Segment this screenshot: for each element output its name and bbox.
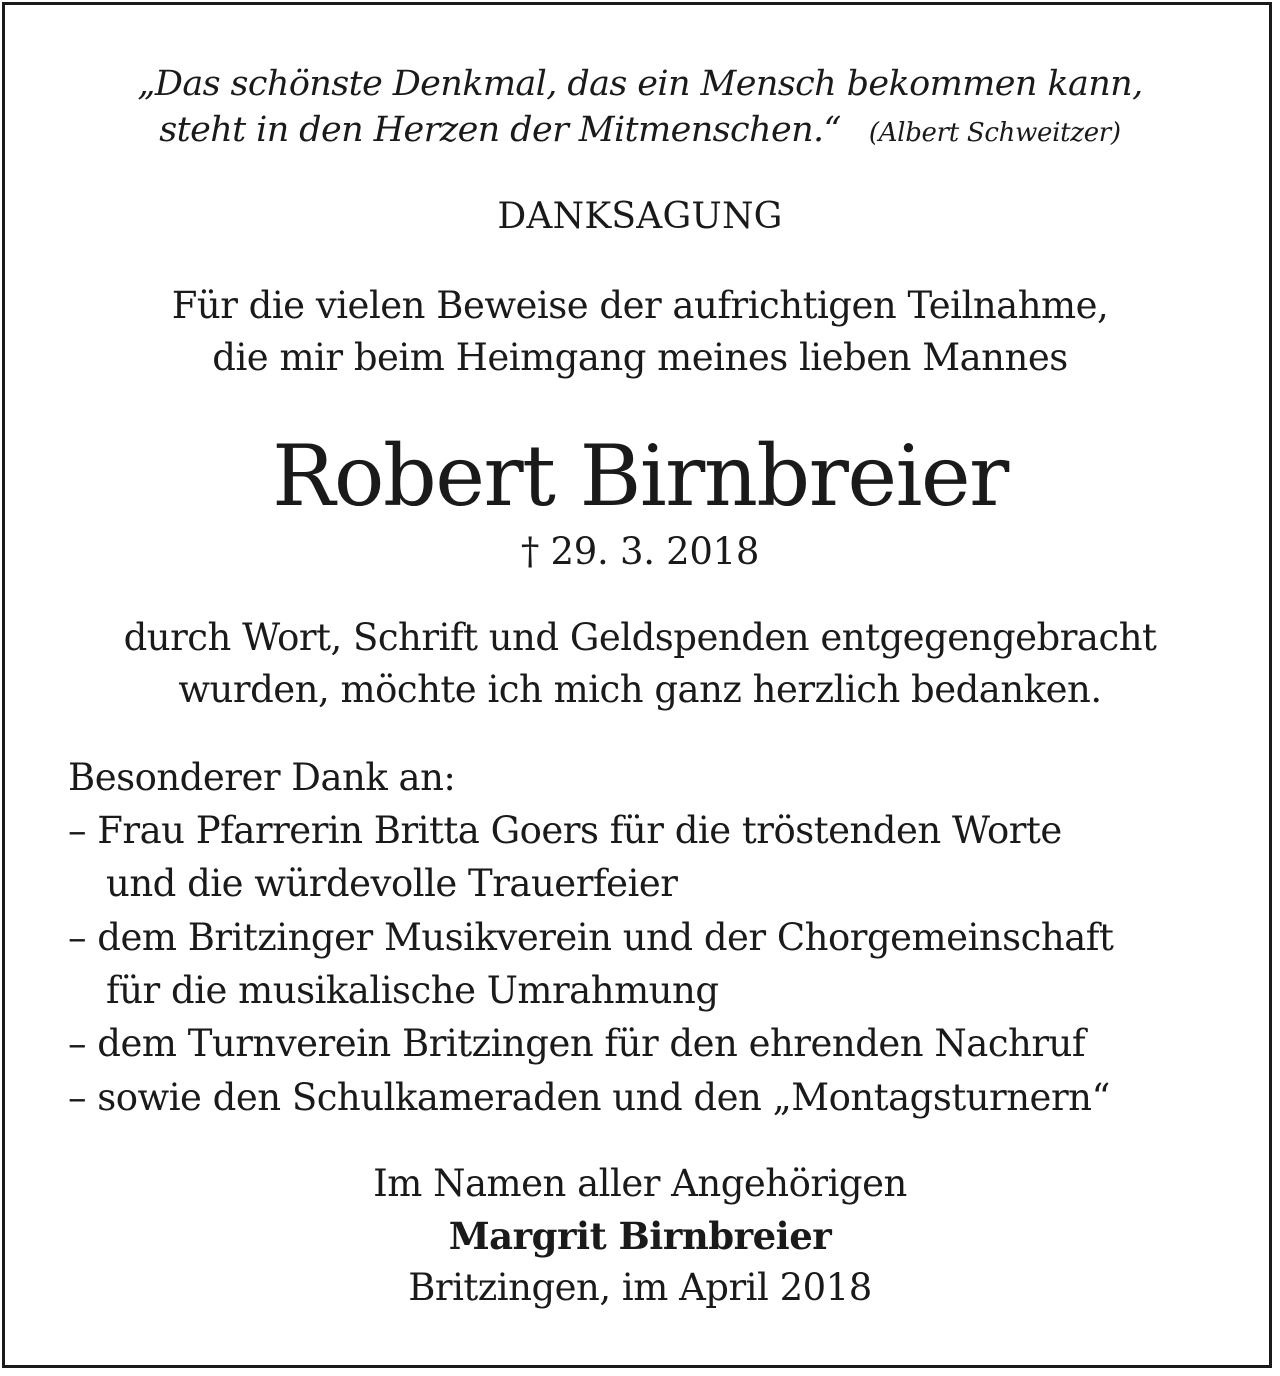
list-item: – Frau Pfarrerin Britta Goers für die tröstenden Worte	[68, 809, 1062, 852]
thanks-line-1: durch Wort, Schrift und Geldspenden entgegengebracht	[123, 616, 1157, 659]
list-item-continuation: für die musikalische Umrahmung	[106, 969, 719, 1012]
list-item: – sowie den Schulkameraden und den „Montagsturnern“	[68, 1076, 1110, 1119]
signatory-name: Margrit Birnbreier	[448, 1214, 832, 1258]
page-title: DANKSAGUNG	[497, 196, 783, 237]
intro-line-1: Für die vielen Beweise der aufrichtigen Teilnahme,	[171, 284, 1109, 327]
list-item: – dem Turnverein Britzingen für den ehrenden Nachruf	[68, 1022, 1086, 1065]
quote-line-2	[0, 110, 1280, 150]
place-date: Britzingen, im April 2018	[408, 1266, 872, 1309]
deceased-name: Robert Birnbreier	[272, 427, 1008, 525]
quote-author: (Albert Schweitzer)	[868, 118, 1121, 148]
death-date: † 29. 3. 2018	[520, 530, 760, 573]
list-item-continuation: und die würdevolle Trauerfeier	[106, 862, 678, 905]
quote-line-1: „Das schönste Denkmal, das ein Mensch bekommen kann,	[137, 64, 1143, 104]
quote-line-2-text: steht in den Herzen der Mitmenschen.“	[159, 110, 841, 150]
list-item: – dem Britzinger Musikverein und der Chorgemeinschaft	[68, 916, 1114, 959]
special-thanks-title: Besonderer Dank an:	[68, 756, 456, 799]
thanks-line-2: wurden, möchte ich mich ganz herzlich bedanken.	[178, 668, 1102, 711]
closing-line: Im Namen aller Angehörigen	[373, 1162, 907, 1205]
intro-line-2: die mir beim Heimgang meines lieben Mannes	[212, 336, 1068, 379]
